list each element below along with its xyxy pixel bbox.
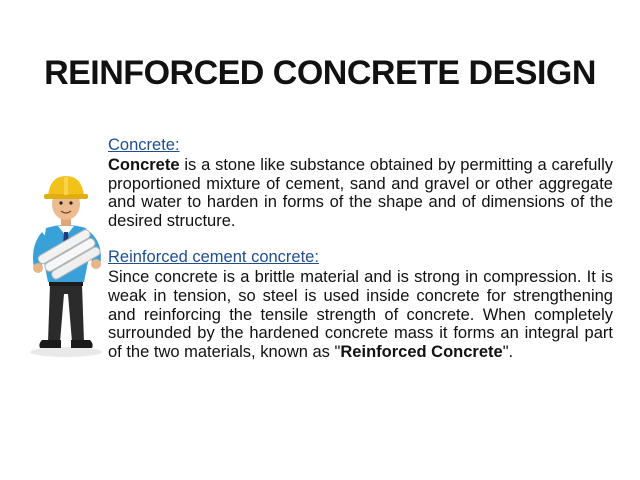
rcc-definition-tail: ". — [502, 342, 514, 361]
slide-title: REINFORCED CONCRETE DESIGN — [44, 54, 596, 92]
rcc-definition-text: Since concrete is a brittle material and is strong in compression. It is weak in tension, so steel is used inside concrete for strengthening and reinforcing the tensile strength of concrete. When completely surrounded by the hardened concrete mass it forms an integral part of the two materials, known as " — [108, 268, 613, 361]
slide-content — [108, 136, 613, 361]
concrete-definition — [108, 156, 613, 230]
construction-worker-icon — [20, 172, 112, 358]
section-heading-concrete: Concrete: — [108, 136, 180, 154]
rcc-term: Reinforced Concrete — [340, 342, 503, 361]
concrete-term: Concrete — [108, 156, 180, 174]
construction-worker-illustration — [20, 172, 112, 358]
section-heading-rcc: Reinforced cement concrete: — [108, 248, 319, 267]
concrete-definition-text: is a stone like substance obtained by permitting a carefully proportioned mixture of cement, sand and gravel or other aggregate and water to harden in forms of the shape and of dimensions of the desired structure. — [108, 156, 613, 230]
rcc-definition — [108, 268, 613, 361]
